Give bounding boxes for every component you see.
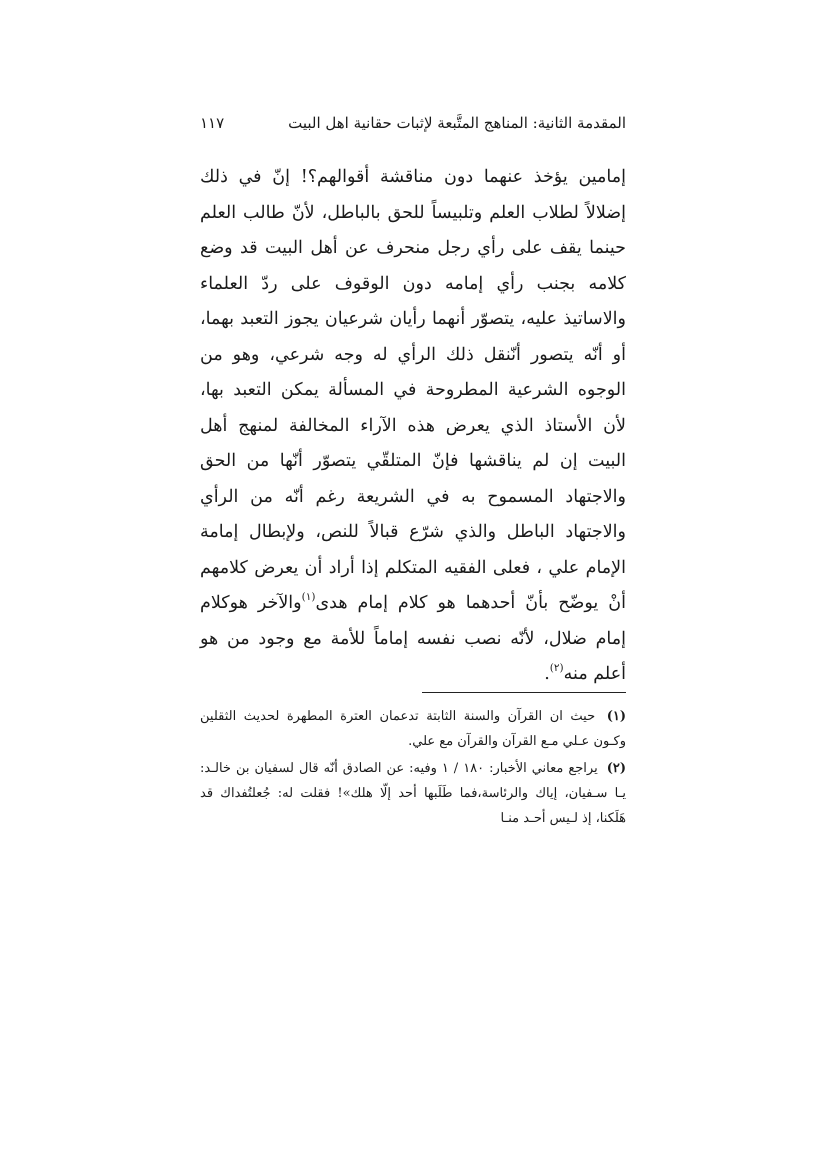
footnote-text: يراجع معاني الأخبار: ١٨٠ / ١ وفيه: عن الصادق أنّه قال لسفيان بن خالـد: يـا سـفيان، إياك والرئاسة،فما طَلَبها أحد إلّا هلك»! فقلت له: جُعلتُفداك قد هَلَكنا، إذ لـيس أحـد منـا [200, 761, 626, 826]
footnote-ref-1[interactable]: (١) [301, 591, 316, 603]
body-text-part-1: إمامين يؤخذ عنهما دون مناقشة أقوالهم؟! إنّ في ذلك إضلالاً لطلاب العلم وتلبيساً للحق بالباطل، لأنّ طالب العلم حينما يقف على رأي رجل منحرف عن أهل البيت قد وضع كلامه بجنب رأي إمامه دون الوقوف على ردّ العلماء والاساتيذ عليه، يتصوّر أنهما رأيان شرعيان يجوز التعبد بهما، أو أنّه يتصور أنّنقل ذلك الرأي له وجه شرعي، وهو من الوجوه الشرعية المطروحة في المسألة يمكن التعبد بها، لأن الأستاذ الذي يعرض هذه الآراء المخالفة لمنهج أهل البيت إن لم يناقشها فإنّ المتلقّي يتصوّر أنّها من الحق والاجتهاد المسموح به في الشريعة رغم أنّه من الرأي والاجتهاد الباطل والذي شرّع قبالاً للنص، ولإبطال إمامة الإمام علي ، فعلى الفقيه المتكلم إذا أراد أن يعرض كلامهم أنْ يوضّح بأنّ أحدهما هو كلام إمام هدى [200, 167, 626, 613]
footnote-1 [200, 704, 626, 754]
footnote-separator [422, 692, 626, 693]
footnote-number: (١) [606, 709, 626, 724]
body-text-end: . [544, 664, 550, 684]
footnote-ref-2[interactable]: (٢) [549, 662, 564, 674]
footnotes [200, 704, 626, 833]
page-number: ١١٧ [200, 114, 225, 132]
running-title: المقدمة الثانية: المناهج المتَّبعة لإثبات حقانية اهل البيت [288, 114, 626, 132]
footnote-number: (٢) [606, 761, 626, 776]
body-text-part-2: والآخر هوكلام إمام ضلال، لأنّه نصب نفسه إماماً للأمة مع وجود من هو أعلم منه [200, 593, 626, 684]
footnote-2 [200, 756, 626, 831]
body-paragraph [200, 160, 626, 693]
running-header [200, 108, 626, 138]
footnote-text: حيث ان القرآن والسنة الثابتة تدعمان العترة المطهرة لحديث الثقلين وكـون عـلي مـع القرآن والقرآن مع علي. [200, 709, 626, 749]
